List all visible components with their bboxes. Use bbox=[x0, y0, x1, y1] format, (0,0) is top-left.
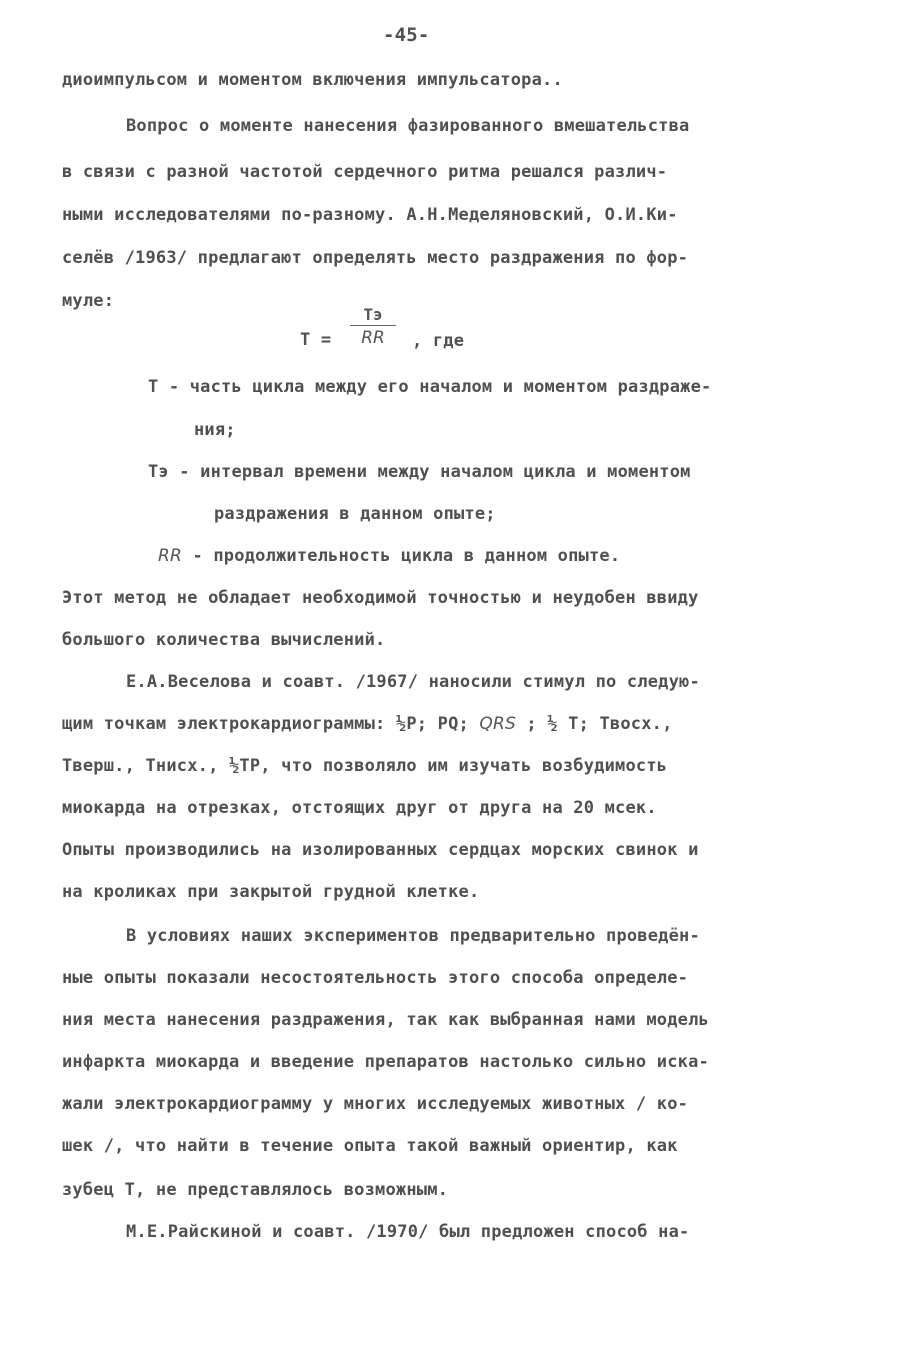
text-line-22: ные опыты показали несостоятельность этого способа определе- bbox=[62, 968, 689, 988]
formula-denominator: RR bbox=[361, 328, 385, 348]
text-line-3: в связи с разной частотой сердечного ритма решался различ- bbox=[62, 162, 668, 182]
page-number: -45- bbox=[383, 24, 430, 46]
text-line-5: селёв /1963/ предлагают определять место раздражения по фор- bbox=[62, 248, 689, 268]
handwritten-rr: RR bbox=[158, 546, 183, 566]
text-line-19: Опыты производились на изолированных сердцах морских свинок и bbox=[62, 840, 699, 860]
text-line-4: ными исследователями по-разному. А.Н.Меделяновский, О.И.Ки- bbox=[62, 205, 678, 225]
text-line-28: М.Е.Райскиной и соавт. /1970/ был предложен способ на- bbox=[126, 1222, 690, 1242]
formula-fraction bbox=[350, 305, 396, 348]
handwritten-qrs: QRS bbox=[479, 714, 516, 734]
text-line-18: миокарда на отрезках, отстоящих друг от друга на 20 мсек. bbox=[62, 798, 657, 818]
fraction-bar bbox=[350, 325, 396, 326]
formula-numerator: Тэ bbox=[363, 305, 383, 324]
text-line-13: Этот метод не обладает необходимой точностью и неудобен ввиду bbox=[62, 588, 699, 608]
text-line-24: инфаркта миокарда и введение препаратов настолько сильно иска- bbox=[62, 1052, 709, 1072]
text-line-2: Вопрос о моменте нанесения фазированного вмешательства bbox=[126, 116, 690, 136]
text-line-26: шек /, что найти в течение опыта такой важный ориентир, как bbox=[62, 1136, 678, 1156]
text-line-15: Е.А.Веселова и соавт. /1967/ наносили стимул по следую- bbox=[126, 672, 700, 692]
text-line-14: большого количества вычислений. bbox=[62, 630, 386, 650]
definition-rr-text: - продолжительность цикла в данном опыте. bbox=[182, 546, 621, 566]
definition-te-cont: раздражения в данном опыте; bbox=[214, 504, 496, 524]
text-line-6: муле: bbox=[62, 291, 115, 311]
text-line-21: В условиях наших экспериментов предварительно проведён- bbox=[126, 926, 700, 946]
formula-lhs: Т = bbox=[300, 330, 332, 350]
definition-rr bbox=[158, 546, 620, 566]
text-line-1: диоимпульсом и моментом включения импульсатора.. bbox=[62, 70, 563, 90]
definition-t: Т - часть цикла между его началом и моментом раздраже- bbox=[148, 377, 712, 397]
text-line-20: на кроликах при закрытой грудной клетке. bbox=[62, 882, 480, 902]
definition-te: Тэ - интервал времени между началом цикла и моментом bbox=[148, 462, 691, 482]
text-line-16 bbox=[62, 714, 673, 734]
text-line-16a: щим точкам электрокардиограммы: ½P; PQ; bbox=[62, 714, 480, 734]
text-line-16b: ; ½ T; Твосх., bbox=[516, 714, 673, 734]
text-line-17: Тверш., Тнисх., ½TP, что позволяло им изучать возбудимость bbox=[62, 756, 668, 776]
formula-suffix: , где bbox=[412, 331, 465, 351]
text-line-25: жали электрокардиограмму у многих исследуемых животных / ко- bbox=[62, 1094, 689, 1114]
definition-t-cont: ния; bbox=[194, 420, 236, 440]
text-line-27: зубец Т, не представлялось возможным. bbox=[62, 1180, 449, 1200]
text-line-23: ния места нанесения раздражения, так как выбранная нами модель bbox=[62, 1010, 709, 1030]
